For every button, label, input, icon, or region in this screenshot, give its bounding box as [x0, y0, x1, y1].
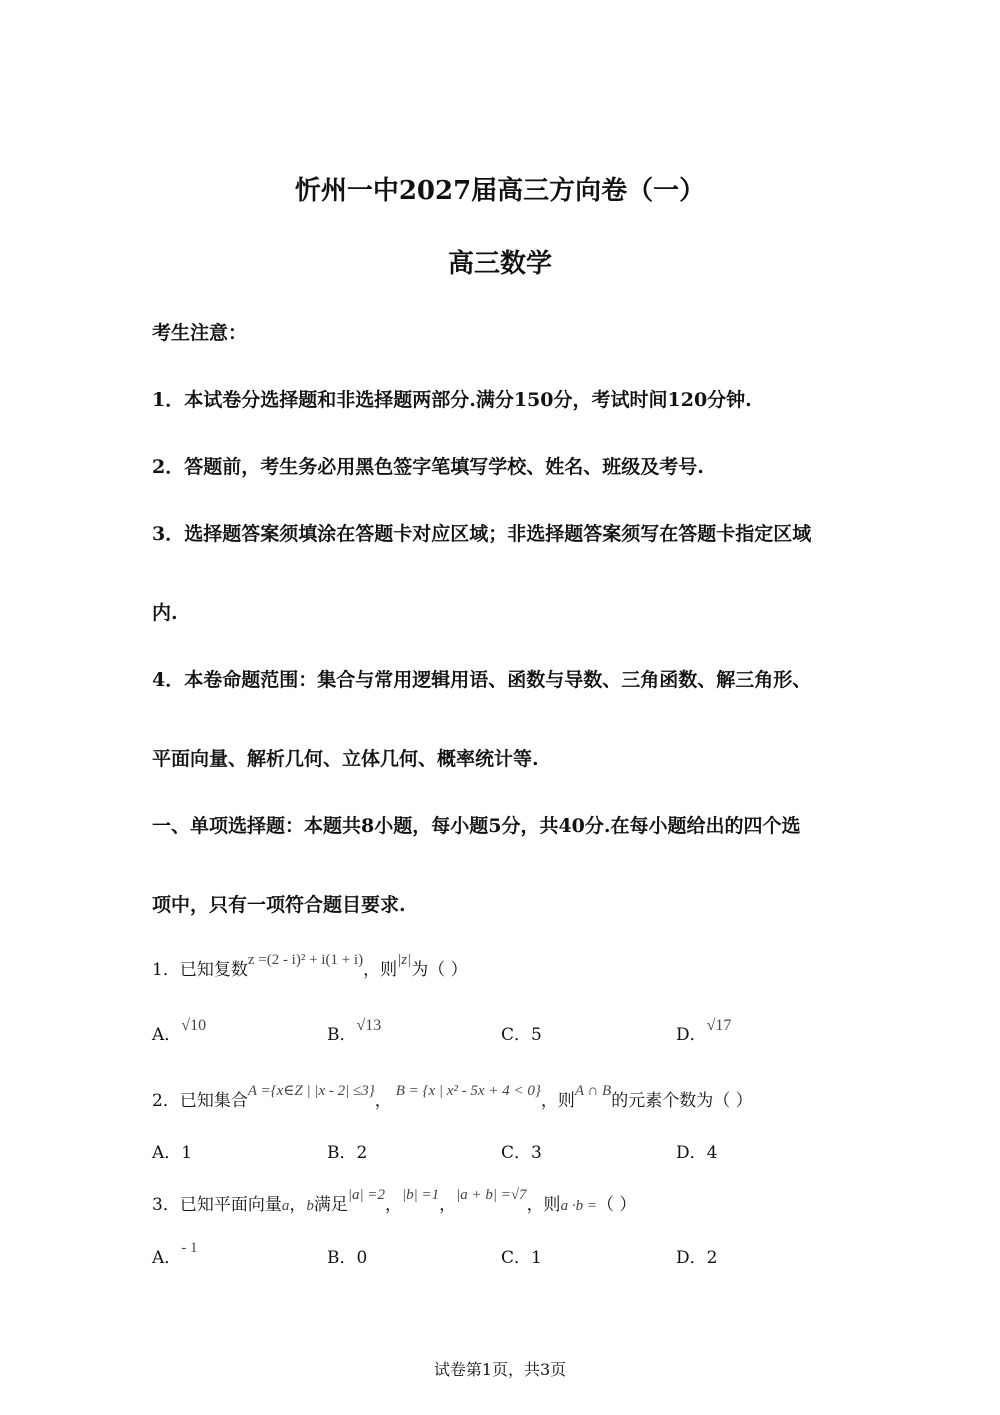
stem-text: 2．已知集合 [152, 1091, 248, 1111]
option-label: D． [676, 1025, 707, 1045]
notice-item: 平面向量、解析几何、立体几何、概率统计等. [152, 748, 539, 770]
option-label: B． [327, 1025, 357, 1045]
option-b [327, 1138, 367, 1163]
option-label: D． [676, 1248, 707, 1268]
section-heading: 一、单项选择题：本题共8小题，每小题5分，共40分.在每小题给出的四个选 [152, 815, 801, 837]
vector-a: a [281, 1198, 290, 1214]
dot-product: a ·b = [560, 1198, 597, 1214]
notice-item: 3．选择题答案须填涂在答题卡对应区域；非选择题答案须写在答题卡指定区域 [152, 523, 812, 545]
notice-item: 2．答题前，考生务必用黑色签字笔填写学校、姓名、班级及考号. [152, 456, 704, 478]
option-d [676, 1017, 732, 1045]
stem-text: 1．已知复数 [152, 960, 248, 980]
option-value: 0 [356, 1248, 368, 1268]
complex-expression: z =(2 - i)² + i(1 + i) [247, 952, 364, 968]
option-label: C． [501, 1143, 532, 1163]
option-a [152, 1138, 192, 1163]
intersection-expression: A ∩ B [574, 1083, 612, 1099]
stem-text: ，则 [526, 1195, 561, 1215]
stem-text: 满足 [313, 1195, 348, 1215]
notice-item: 内. [152, 602, 178, 624]
page-footer: 试卷第1页，共3页 [433, 1360, 567, 1379]
stem-text: （ ） [596, 1195, 637, 1215]
question-3-stem [152, 1187, 637, 1215]
option-label: B． [327, 1143, 357, 1163]
exam-title: 忻州一中2027届高三方向卷（一） [294, 176, 706, 206]
option-label: A． [152, 1248, 182, 1268]
section-heading-cont: 项中，只有一项符合题目要求. [152, 894, 406, 916]
option-value: √13 [356, 1017, 382, 1034]
option-value: 5 [531, 1025, 542, 1045]
notice-item: 4．本卷命题范围：集合与常用逻辑用语、函数与导数、三角函数、解三角形、 [152, 669, 812, 691]
stem-text: ， [439, 1195, 457, 1215]
stem-text: ，则 [540, 1091, 575, 1111]
condition-2: |b| =1 [401, 1187, 440, 1203]
option-value: - 1 [181, 1240, 198, 1256]
option-value: 1 [181, 1143, 193, 1163]
option-d [676, 1138, 717, 1163]
option-c [501, 1020, 542, 1045]
option-c [501, 1138, 542, 1163]
option-a [152, 1017, 207, 1045]
stem-text: ，则 [363, 960, 398, 980]
condition-1: |a| =2 [347, 1187, 385, 1203]
stem-text: ， [374, 1091, 392, 1111]
condition-3: |a + b| =√7 [456, 1187, 527, 1203]
option-label: A． [152, 1143, 182, 1163]
option-value: √17 [706, 1017, 732, 1034]
option-value: √10 [181, 1017, 207, 1034]
option-value: 4 [706, 1143, 718, 1163]
notice-heading: 考生注意： [152, 322, 248, 344]
modulus-expression: |z| [397, 952, 412, 968]
option-label: D． [676, 1143, 707, 1163]
notice-item: 1．本试卷分选择题和非选择题两部分.满分150分，考试时间120分钟. [152, 389, 752, 411]
set-b-expression: B = {x | x² - 5x + 4 < 0} [395, 1083, 541, 1099]
stem-text: ， [289, 1195, 307, 1215]
option-d [676, 1243, 717, 1268]
option-label: C． [501, 1025, 532, 1045]
exam-subject: 高三数学 [447, 249, 552, 279]
stem-text: 为（ ） [411, 960, 468, 980]
stem-text: ， [384, 1195, 402, 1215]
option-value: 2 [706, 1248, 718, 1268]
option-b [327, 1243, 367, 1268]
option-label: C． [501, 1248, 532, 1268]
stem-text: 的元素个数为（ ） [611, 1091, 753, 1111]
question-2-stem [152, 1083, 753, 1111]
option-value: 2 [356, 1143, 368, 1163]
stem-text: 3．已知平面向量 [152, 1195, 282, 1215]
vector-b: b [306, 1198, 314, 1214]
option-label: A． [152, 1025, 182, 1045]
set-a-expression: A ={x∈Z | |x - 2| ≤3} [247, 1083, 375, 1099]
option-a [152, 1240, 198, 1268]
option-label: B． [327, 1248, 357, 1268]
option-c [501, 1243, 542, 1268]
option-b [327, 1017, 382, 1045]
option-value: 1 [531, 1248, 542, 1268]
option-value: 3 [531, 1143, 542, 1163]
question-1-stem [152, 952, 468, 980]
